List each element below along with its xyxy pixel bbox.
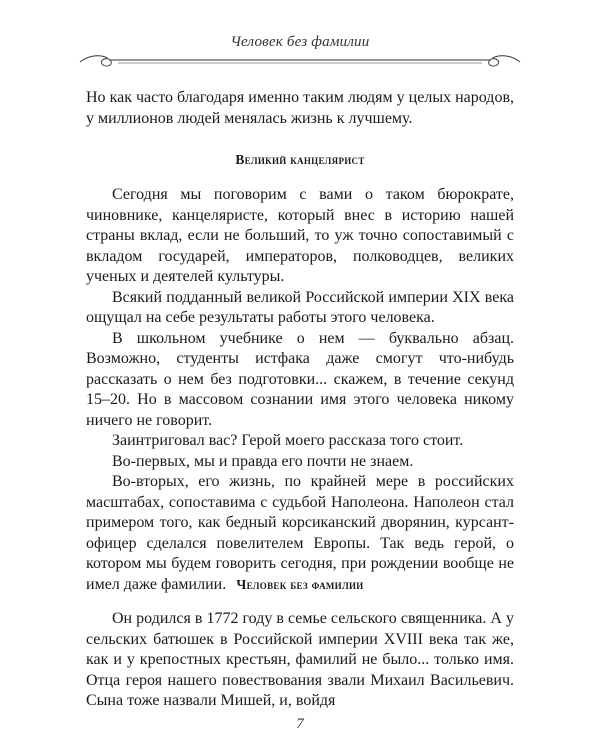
section2-text <box>86 609 514 712</box>
section-heading-great-clerk: Великий канцелярист <box>235 152 365 167</box>
running-header <box>70 34 530 74</box>
intro-text <box>86 88 514 129</box>
paragraph: Во-вторых, его жизнь, по крайней мере в российских масштабах, сопоставима с судьбой Наполеона. Наполеон стал примером того, как бедный корсиканский дворянин, курсант-офицер сделался повелителем Европы. Так ведь герой, о котором мы будем говорить сегодня, при рождении вообще не имел даже фамилии. <box>86 473 514 593</box>
paragraph: Во-первых, мы и правда его почти не знаем. <box>112 452 414 470</box>
paragraph: Он родился в 1772 году в семье сельского священника. А у сельских батюшек в Российской империи XVIII века так же, как и у крепостных крестьян, фамилий не было... только имя. Отца героя нашего повествования звали Михаил Васильевич. Сына тоже назвали Мишей, и, войдя <box>86 610 514 709</box>
paragraph: Заинтриговал вас? Герой моего рассказа того стоит. <box>112 432 464 449</box>
header-ornament <box>70 50 530 72</box>
section1-text <box>86 185 514 595</box>
section-heading-man-without-surname: Человек без фамилии <box>236 577 364 592</box>
running-header-title: Человек без фамилии <box>230 34 370 50</box>
paragraph: Всякий подданный великой Российской империи XIX века ощущал на себе результаты работы этого человека. <box>86 288 514 326</box>
paragraph: Сегодня мы поговорим с вами о таком бюрократе, чиновнике, канцеляристе, который внес в историю нашей страны вклад, если не больший, то уж точно сопоставимый с вкладом государей, императоров, полководцев, великих ученых и деятелей культуры. <box>86 186 514 285</box>
paragraph: В школьном учебнике о нем — буквально абзац. Возможно, студенты истфака даже смогут что-нибудь рассказать о нем без подготовки... скажем, в течение секунд 15–20. Но в массовом сознании имя этого человека никому ничего не говорит. <box>86 329 514 429</box>
page-number: 7 <box>296 716 304 732</box>
paragraph: Но как часто благодаря именно таким людям у целых народов, у миллионов людей менялась жизнь к лучшему. <box>86 89 514 127</box>
